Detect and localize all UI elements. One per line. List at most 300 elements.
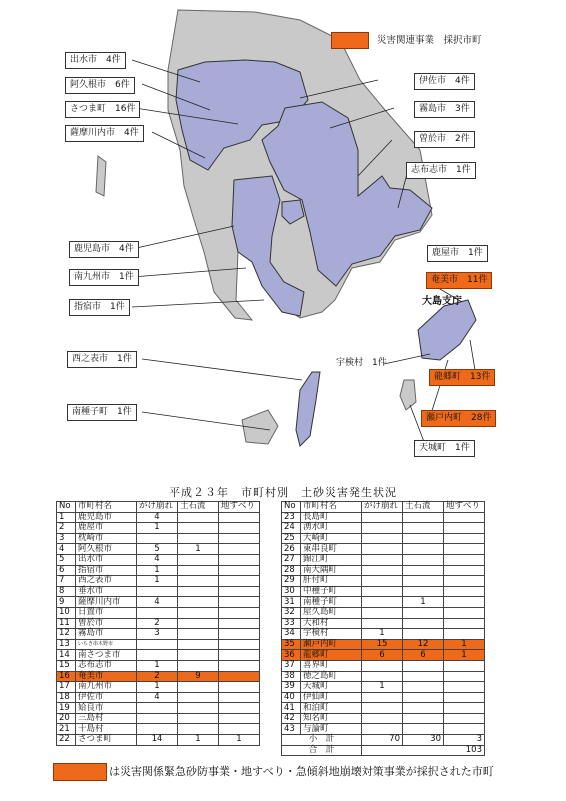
- row-landslide: [444, 682, 485, 693]
- table-row: [282, 650, 485, 661]
- row-name: 日置市: [76, 607, 137, 618]
- header-no: No: [57, 502, 76, 513]
- row-no: 24: [282, 523, 301, 534]
- row-cliff: 2: [137, 671, 178, 682]
- row-landslide: [444, 512, 485, 523]
- table-row: [282, 554, 485, 565]
- row-no: 43: [282, 724, 301, 735]
- row-landslide: [219, 576, 260, 587]
- legend-swatch: [331, 32, 369, 49]
- row-name: 十島村: [76, 724, 137, 735]
- row-cliff: [137, 724, 178, 735]
- row-debris: [403, 671, 444, 682]
- row-debris: [403, 533, 444, 544]
- row-landslide: [219, 703, 260, 714]
- row-name: 錦江町: [301, 554, 362, 565]
- table-row: [282, 597, 485, 608]
- table-row: [57, 544, 260, 555]
- row-debris: [178, 523, 219, 534]
- table-title: 平成２３年 市町村別 土砂災害発生状況: [169, 486, 397, 499]
- row-no: 18: [57, 692, 76, 703]
- row-cliff: [362, 565, 403, 576]
- row-landslide: [444, 586, 485, 597]
- row-name: 瀬戸内町: [301, 639, 362, 650]
- table-row: [282, 713, 485, 724]
- row-cliff: [362, 554, 403, 565]
- row-landslide: [219, 639, 260, 650]
- row-no: 22: [57, 735, 76, 746]
- table-row: [282, 724, 485, 735]
- row-no: 3: [57, 533, 76, 544]
- row-name: 阿久根市: [76, 544, 137, 555]
- row-no: 25: [282, 533, 301, 544]
- row-cliff: [137, 713, 178, 724]
- legend-text: 災害関連事業 採択市町: [377, 35, 482, 46]
- row-name: 中種子町: [301, 586, 362, 597]
- row-debris: [178, 512, 219, 523]
- table-header-row: [57, 502, 260, 513]
- row-name: 南大隅町: [301, 565, 362, 576]
- row-cliff: [362, 523, 403, 534]
- row-cliff: 6: [362, 650, 403, 661]
- subtotal-cliff: 70: [362, 735, 403, 746]
- row-landslide: [219, 692, 260, 703]
- row-no: 32: [282, 607, 301, 618]
- row-no: 11: [57, 618, 76, 629]
- table-left: [56, 501, 260, 746]
- row-no: 31: [282, 597, 301, 608]
- row-debris: [178, 554, 219, 565]
- callout-label: さつま町 16件: [65, 101, 140, 118]
- row-landslide: 1: [444, 650, 485, 661]
- table-row: [57, 586, 260, 597]
- row-no: 36: [282, 650, 301, 661]
- row-cliff: [362, 576, 403, 587]
- table-row: [57, 639, 260, 650]
- row-debris: [178, 650, 219, 661]
- row-landslide: [444, 713, 485, 724]
- row-landslide: [219, 713, 260, 724]
- callout-label: 鹿屋市 1件: [427, 245, 488, 262]
- row-debris: [403, 713, 444, 724]
- row-landslide: [219, 607, 260, 618]
- row-name: 志布志市: [76, 660, 137, 671]
- row-debris: [403, 692, 444, 703]
- row-landslide: [444, 523, 485, 534]
- row-cliff: 4: [137, 692, 178, 703]
- row-no: 9: [57, 597, 76, 608]
- row-landslide: [444, 724, 485, 735]
- table-right: [281, 501, 485, 756]
- row-no: 23: [282, 512, 301, 523]
- callout-label: 出水市 4件: [65, 52, 126, 69]
- row-landslide: [219, 682, 260, 693]
- callout-label-highlighted: 龍郷町 13件: [429, 369, 495, 386]
- row-landslide: [444, 554, 485, 565]
- row-name: 伊佐市: [76, 692, 137, 703]
- row-no: 20: [57, 713, 76, 724]
- row-landslide: [444, 544, 485, 555]
- row-no: 16: [57, 671, 76, 682]
- header-name: 市町村名: [301, 502, 362, 513]
- row-name: 大崎町: [301, 533, 362, 544]
- row-debris: 1: [178, 735, 219, 746]
- row-cliff: [137, 586, 178, 597]
- row-name: 鹿児島市: [76, 512, 137, 523]
- row-debris: [403, 682, 444, 693]
- row-landslide: [444, 618, 485, 629]
- row-cliff: [362, 713, 403, 724]
- row-name: 鹿屋市: [76, 523, 137, 534]
- row-debris: [403, 703, 444, 714]
- row-cliff: [362, 533, 403, 544]
- row-landslide: [444, 597, 485, 608]
- row-cliff: [362, 671, 403, 682]
- row-debris: [178, 597, 219, 608]
- table-row: [57, 692, 260, 703]
- row-landslide: [219, 618, 260, 629]
- row-no: 37: [282, 660, 301, 671]
- row-no: 38: [282, 671, 301, 682]
- row-landslide: [219, 523, 260, 534]
- row-no: 5: [57, 554, 76, 565]
- row-landslide: [444, 660, 485, 671]
- row-cliff: [137, 650, 178, 661]
- callout-label: 志布志市 1件: [406, 162, 476, 179]
- bottom-legend-swatch: [53, 763, 107, 781]
- map-nishinoomote: [296, 372, 320, 446]
- table-row: [57, 576, 260, 587]
- row-cliff: 3: [137, 629, 178, 640]
- row-name: 知名町: [301, 713, 362, 724]
- row-name: 龍郷町: [301, 650, 362, 661]
- row-no: 1: [57, 512, 76, 523]
- table-row: [282, 586, 485, 597]
- row-debris: [178, 713, 219, 724]
- row-debris: [403, 660, 444, 671]
- table-row: [282, 523, 485, 534]
- row-no: 21: [57, 724, 76, 735]
- header-name: 市町村名: [76, 502, 137, 513]
- table-row: [57, 703, 260, 714]
- row-no: 17: [57, 682, 76, 693]
- row-no: 10: [57, 607, 76, 618]
- row-debris: [403, 586, 444, 597]
- row-cliff: 2: [137, 618, 178, 629]
- row-debris: 1: [403, 597, 444, 608]
- row-name: 指宿市: [76, 565, 137, 576]
- row-debris: [403, 544, 444, 555]
- row-cliff: 1: [137, 565, 178, 576]
- table-row: [57, 597, 260, 608]
- table-row: [282, 692, 485, 703]
- row-landslide: [444, 565, 485, 576]
- row-no: 6: [57, 565, 76, 576]
- row-no: 41: [282, 703, 301, 714]
- callout-label: 指宿市 1件: [69, 299, 130, 316]
- row-landslide: [444, 576, 485, 587]
- row-name: 屋久島町: [301, 607, 362, 618]
- table-row: [57, 554, 260, 565]
- row-no: 15: [57, 660, 76, 671]
- row-name: さつま町: [76, 735, 137, 746]
- row-no: 27: [282, 554, 301, 565]
- row-no: 29: [282, 576, 301, 587]
- header-landslide: 地すべり: [444, 502, 485, 513]
- callout-label: 霧島市 3件: [414, 101, 475, 118]
- map-legend: [331, 32, 482, 49]
- row-name: 宇検村: [301, 629, 362, 640]
- row-name: 南さつま市: [76, 650, 137, 661]
- row-name: 西之表市: [76, 576, 137, 587]
- row-debris: [178, 724, 219, 735]
- row-cliff: [362, 618, 403, 629]
- row-no: 26: [282, 544, 301, 555]
- row-debris: [178, 533, 219, 544]
- table-row: [57, 629, 260, 640]
- callout-label-highlighted: 奄美市 11件: [426, 272, 492, 289]
- row-name: 出水市: [76, 554, 137, 565]
- row-name: 南種子町: [301, 597, 362, 608]
- row-no: 33: [282, 618, 301, 629]
- table-row: [57, 533, 260, 544]
- table-row: [57, 713, 260, 724]
- header-debris: 土石流: [178, 502, 219, 513]
- row-landslide: [219, 660, 260, 671]
- total-row: [282, 745, 485, 756]
- row-no: 39: [282, 682, 301, 693]
- row-name: 与論町: [301, 724, 362, 735]
- callout-label: 阿久根市 6件: [65, 77, 135, 94]
- row-debris: [178, 682, 219, 693]
- table-row: [282, 544, 485, 555]
- row-debris: [178, 629, 219, 640]
- row-cliff: [137, 639, 178, 650]
- row-cliff: 4: [137, 554, 178, 565]
- row-landslide: [219, 629, 260, 640]
- table-header-row: [282, 502, 485, 513]
- table-row: [282, 576, 485, 587]
- bottom-legend-text: は災害関係緊急砂防事業・地すべり・急傾斜地崩壊対策事業が採択された市町: [109, 765, 494, 778]
- row-no: 34: [282, 629, 301, 640]
- row-name: 徳之島町: [301, 671, 362, 682]
- table-row: [282, 703, 485, 714]
- region-label: 大島支庁: [422, 296, 462, 307]
- callout-label: 鹿児島市 4件: [69, 241, 139, 258]
- row-name: 天城町: [301, 682, 362, 693]
- row-name: 枕崎市: [76, 533, 137, 544]
- row-landslide: [219, 586, 260, 597]
- row-landslide: [219, 554, 260, 565]
- row-debris: [403, 607, 444, 618]
- total-value: 103: [362, 745, 485, 756]
- row-no: 12: [57, 629, 76, 640]
- callout-label: 南種子町 1件: [67, 404, 137, 421]
- header-no: No: [282, 502, 301, 513]
- header-debris: 土石流: [403, 502, 444, 513]
- row-debris: [403, 724, 444, 735]
- row-name: 喜界町: [301, 660, 362, 671]
- row-no: 2: [57, 523, 76, 534]
- row-cliff: [362, 724, 403, 735]
- table-row: [57, 523, 260, 534]
- row-debris: [403, 512, 444, 523]
- row-landslide: [444, 607, 485, 618]
- row-landslide: [219, 724, 260, 735]
- header-cliff: がけ崩れ: [137, 502, 178, 513]
- row-debris: [178, 639, 219, 650]
- total-label: 合 計: [282, 745, 362, 756]
- table-row: [57, 671, 260, 682]
- subtotal-label: 小 計: [282, 735, 362, 746]
- row-no: 19: [57, 703, 76, 714]
- row-landslide: [219, 512, 260, 523]
- map-amami: [418, 300, 476, 360]
- table-row: [282, 629, 485, 640]
- row-debris: [178, 660, 219, 671]
- row-landslide: [219, 650, 260, 661]
- row-cliff: [362, 544, 403, 555]
- row-no: 7: [57, 576, 76, 587]
- row-name: 霧島市: [76, 629, 137, 640]
- row-no: 8: [57, 586, 76, 597]
- table-row: [57, 735, 260, 746]
- table-row: [282, 671, 485, 682]
- row-cliff: 1: [362, 682, 403, 693]
- table-row: [57, 724, 260, 735]
- table-row: [282, 533, 485, 544]
- row-name: 曽於市: [76, 618, 137, 629]
- row-landslide: 1: [444, 639, 485, 650]
- callout-label: 宇検村 1件: [336, 358, 387, 368]
- row-cliff: 1: [137, 660, 178, 671]
- row-cliff: [362, 703, 403, 714]
- row-debris: 1: [178, 544, 219, 555]
- row-debris: [178, 607, 219, 618]
- callout-label: 曽於市 2件: [414, 131, 475, 148]
- row-cliff: 1: [137, 523, 178, 534]
- row-name: いちき串木野市: [76, 639, 137, 650]
- row-no: 4: [57, 544, 76, 555]
- subtotal-debris: 30: [403, 735, 444, 746]
- row-landslide: [219, 597, 260, 608]
- row-landslide: [219, 565, 260, 576]
- row-landslide: [444, 629, 485, 640]
- callout-label: 天城町 1件: [414, 440, 475, 457]
- row-debris: [403, 523, 444, 534]
- row-debris: [178, 692, 219, 703]
- row-name: 長島町: [301, 512, 362, 523]
- row-no: 40: [282, 692, 301, 703]
- row-cliff: [137, 703, 178, 714]
- row-no: 42: [282, 713, 301, 724]
- row-debris: [178, 618, 219, 629]
- row-name: 奄美市: [76, 671, 137, 682]
- map-tokunoshima: [400, 380, 416, 410]
- bottom-legend: [53, 763, 494, 781]
- row-name: 肝付町: [301, 576, 362, 587]
- row-cliff: [362, 607, 403, 618]
- row-debris: 6: [403, 650, 444, 661]
- row-landslide: 1: [219, 735, 260, 746]
- row-landslide: [219, 533, 260, 544]
- row-cliff: [137, 607, 178, 618]
- row-landslide: [444, 692, 485, 703]
- row-cliff: [362, 597, 403, 608]
- row-debris: 12: [403, 639, 444, 650]
- header-landslide: 地すべり: [219, 502, 260, 513]
- header-cliff: がけ崩れ: [362, 502, 403, 513]
- row-cliff: [137, 533, 178, 544]
- row-cliff: [362, 512, 403, 523]
- callout-label: 薩摩川内市 4件: [65, 125, 144, 142]
- row-cliff: 1: [137, 576, 178, 587]
- row-cliff: [362, 692, 403, 703]
- row-debris: [178, 586, 219, 597]
- table-row: [57, 650, 260, 661]
- row-landslide: [219, 671, 260, 682]
- row-name: 薩摩川内市: [76, 597, 137, 608]
- table-row: [282, 607, 485, 618]
- row-cliff: 14: [137, 735, 178, 746]
- row-no: 13: [57, 639, 76, 650]
- table-row: [282, 660, 485, 671]
- row-name: 三島村: [76, 713, 137, 724]
- row-name: 和泊町: [301, 703, 362, 714]
- row-no: 35: [282, 639, 301, 650]
- row-no: 30: [282, 586, 301, 597]
- callout-label: 伊佐市 4件: [414, 73, 475, 90]
- row-name: 姶良市: [76, 703, 137, 714]
- row-name: 湧水町: [301, 523, 362, 534]
- callout-label-highlighted: 瀬戸内町 28件: [421, 410, 496, 427]
- table-row: [57, 607, 260, 618]
- row-debris: [403, 576, 444, 587]
- table-row: [57, 660, 260, 671]
- row-debris: [178, 576, 219, 587]
- row-landslide: [444, 703, 485, 714]
- row-landslide: [444, 533, 485, 544]
- row-landslide: [219, 544, 260, 555]
- row-cliff: [362, 660, 403, 671]
- row-debris: [403, 618, 444, 629]
- row-debris: [178, 703, 219, 714]
- row-landslide: [444, 671, 485, 682]
- row-debris: [403, 565, 444, 576]
- row-cliff: 5: [137, 544, 178, 555]
- table-row: [282, 639, 485, 650]
- row-name: 東串良町: [301, 544, 362, 555]
- callout-label: 西之表市 1件: [67, 351, 137, 368]
- row-debris: [403, 629, 444, 640]
- row-cliff: 1: [137, 682, 178, 693]
- subtotal-landslide: 3: [444, 735, 485, 746]
- row-cliff: 4: [137, 597, 178, 608]
- table-row: [282, 682, 485, 693]
- callout-label: 南九州市 1件: [69, 269, 139, 286]
- row-debris: [178, 565, 219, 576]
- row-cliff: [362, 586, 403, 597]
- subtotal-row: [282, 735, 485, 746]
- row-name: 伊仙町: [301, 692, 362, 703]
- row-no: 14: [57, 650, 76, 661]
- row-name: 大和村: [301, 618, 362, 629]
- map-koshiki: [96, 156, 106, 196]
- row-name: 垂水市: [76, 586, 137, 597]
- row-cliff: 4: [137, 512, 178, 523]
- row-debris: 9: [178, 671, 219, 682]
- row-debris: [403, 554, 444, 565]
